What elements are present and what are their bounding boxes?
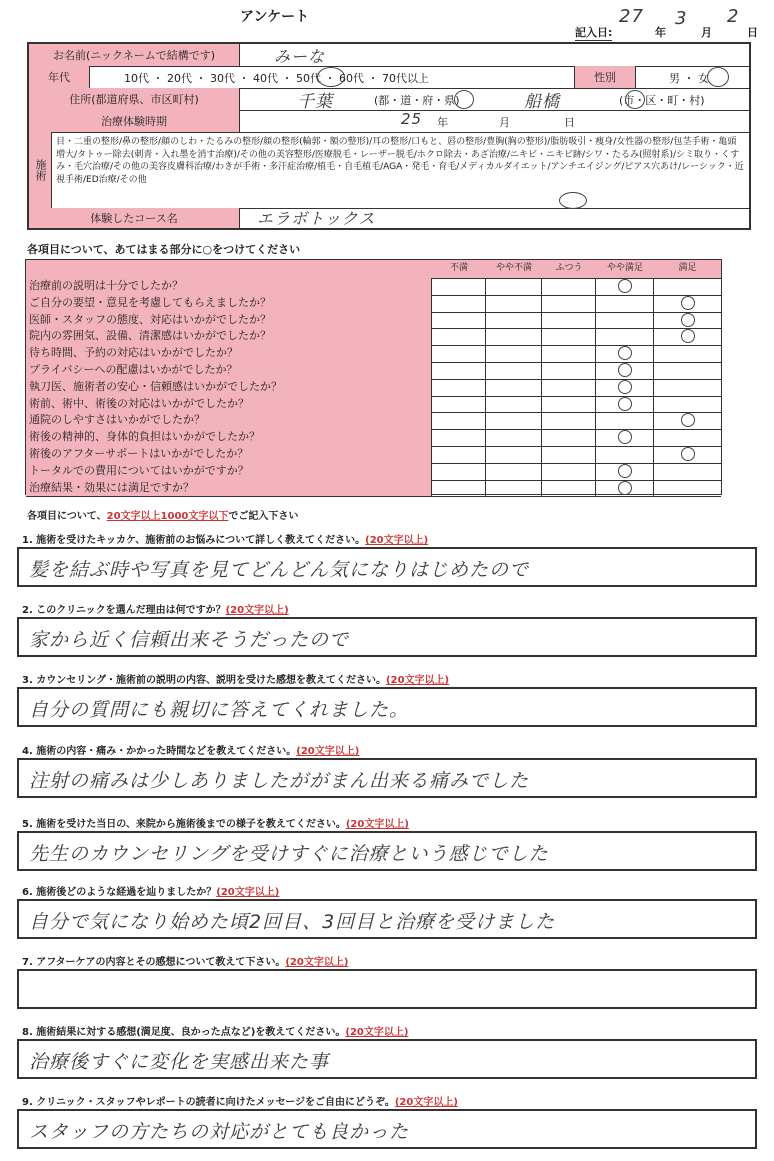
survey-cell[interactable] xyxy=(596,446,654,463)
name-row xyxy=(29,44,749,67)
answer-box[interactable] xyxy=(17,969,757,1009)
survey-question: 執刀医、施術者の安心・信頼感はいかがでしたか？ xyxy=(26,379,432,396)
course-label: 体験したコース名 xyxy=(29,208,240,228)
age-label: 年代 xyxy=(29,66,90,88)
survey-cell[interactable] xyxy=(432,278,486,295)
survey-cell[interactable] xyxy=(542,480,596,497)
survey-question: 医師・スタッフの態度、対応はいかがでしたか？ xyxy=(26,312,432,329)
city-options: (市・区・町・村) xyxy=(619,94,705,107)
question-label xyxy=(22,953,348,968)
question-label xyxy=(22,671,449,686)
survey-cell[interactable] xyxy=(654,312,721,329)
answer-text: 注射の痛みは少しありましたががまん出来る痛みでした xyxy=(29,770,530,792)
survey-cell[interactable] xyxy=(432,379,486,396)
survey-cell[interactable] xyxy=(432,412,486,429)
length-requirement: (20文字以上) xyxy=(345,819,409,830)
survey-cell[interactable] xyxy=(432,328,486,345)
answer-box[interactable] xyxy=(17,758,757,798)
question-label xyxy=(22,815,409,830)
instruction-limit: 20文字以上1000文字以下 xyxy=(106,511,229,522)
procedure-selected-circle xyxy=(559,192,587,209)
length-requirement: (20文字以上) xyxy=(216,887,280,898)
survey-cell[interactable] xyxy=(596,278,654,295)
survey-cell[interactable] xyxy=(596,429,654,446)
survey-cell[interactable] xyxy=(542,295,596,312)
answer-circle-mark xyxy=(681,313,695,327)
entry-date xyxy=(575,6,765,40)
prefecture-value[interactable]: 千葉 xyxy=(297,92,333,112)
course-row xyxy=(29,208,749,228)
survey-cell[interactable] xyxy=(432,463,486,480)
survey-cell[interactable] xyxy=(654,345,721,362)
survey-instruction: 各項目について、あてはまる部分に○をつけてください xyxy=(27,243,301,256)
survey-cell[interactable] xyxy=(596,379,654,396)
survey-cell[interactable] xyxy=(596,396,654,413)
question-text: 4. 施術の内容・痛み・かかった時間などを教えてください。 xyxy=(22,746,297,757)
question-text: 9. クリニック・スタッフやレポートの読者に向けたメッセージをご自由にどうぞ。 xyxy=(22,1097,395,1108)
period-month-unit: 月 xyxy=(499,116,510,129)
survey-cell[interactable] xyxy=(486,446,542,463)
length-requirement: (20文字以上) xyxy=(296,746,360,757)
survey-cell[interactable] xyxy=(542,345,596,362)
length-requirement: (20文字以上) xyxy=(386,675,450,686)
survey-cell[interactable] xyxy=(486,396,542,413)
answer-text: 先生のカウンセリングを受けすぐに治療という感じでした xyxy=(29,843,549,865)
survey-cell[interactable] xyxy=(486,463,542,480)
period-row xyxy=(29,110,749,133)
question-label xyxy=(22,883,279,898)
survey-cell[interactable] xyxy=(596,295,654,312)
survey-cell[interactable] xyxy=(654,278,721,295)
answer-box[interactable] xyxy=(17,687,757,727)
survey-row xyxy=(26,362,721,380)
length-requirement: (20文字以上) xyxy=(285,957,349,968)
survey-cell[interactable] xyxy=(542,328,596,345)
length-requirement: (20文字以上) xyxy=(394,1097,458,1108)
length-requirement: (20文字以上) xyxy=(225,605,289,616)
survey-cell[interactable] xyxy=(654,362,721,379)
question-text: 5. 施術を受けた当日の、来院から施術後までの様子を教えてください。 xyxy=(22,819,346,830)
survey-cell[interactable] xyxy=(596,412,654,429)
survey-cell[interactable] xyxy=(654,295,721,312)
procedure-label: 施術 xyxy=(29,132,52,208)
survey-cell[interactable] xyxy=(542,379,596,396)
survey-cell[interactable] xyxy=(432,446,486,463)
personal-info-table xyxy=(27,42,751,230)
survey-cell[interactable] xyxy=(432,429,486,446)
survey-cell[interactable] xyxy=(542,446,596,463)
survey-cell[interactable] xyxy=(654,396,721,413)
city-value[interactable]: 船橋 xyxy=(524,92,560,112)
question-label xyxy=(22,601,289,616)
column-header: 不満 xyxy=(449,263,468,273)
answer-text: 自分の質問にも親切に答えてくれました。 xyxy=(29,699,410,721)
survey-question: 治療結果・効果には満足ですか？ xyxy=(26,480,432,497)
address-row xyxy=(29,88,749,111)
survey-cell[interactable] xyxy=(596,328,654,345)
survey-cell[interactable] xyxy=(486,412,542,429)
answer-box[interactable] xyxy=(17,1109,757,1149)
survey-cell[interactable] xyxy=(654,429,721,446)
sex-label: 性別 xyxy=(574,66,636,88)
instruction-prefix: 各項目について、 xyxy=(27,511,107,522)
entry-year: 27 xyxy=(619,6,644,27)
survey-cell[interactable] xyxy=(542,362,596,379)
answer-circle-mark xyxy=(618,363,632,377)
survey-cell[interactable] xyxy=(486,379,542,396)
form-title: アンケート xyxy=(240,9,310,25)
entry-day: 2 xyxy=(727,6,740,27)
question-text: 7. アフターケアの内容とその感想について教えて下さい。 xyxy=(22,957,286,968)
survey-cell[interactable] xyxy=(486,362,542,379)
age-options[interactable]: 10代 ・ 20代 ・ 30代 ・ 40代 ・ 50代 ・ 60代 ・ 70代以上 xyxy=(124,72,429,85)
survey-row xyxy=(26,446,721,464)
question-text: 8. 施術結果に対する感想(満足度、良かった点など)を教えてください。 xyxy=(22,1027,346,1038)
survey-cell[interactable] xyxy=(432,312,486,329)
survey-question: プライバシーへの配慮はいかがでしたか？ xyxy=(26,362,432,379)
survey-cell[interactable] xyxy=(542,278,596,295)
survey-row xyxy=(26,278,721,296)
name-value[interactable]: みーな xyxy=(274,47,326,66)
survey-cell[interactable] xyxy=(432,345,486,362)
survey-row xyxy=(26,345,721,363)
answer-text: スタッフの方たちの対応がとても良かった xyxy=(29,1121,410,1143)
survey-question: 治療前の説明は十分でしたか？ xyxy=(26,278,432,295)
length-requirement: (20文字以上) xyxy=(365,535,429,546)
answer-circle-mark xyxy=(681,447,695,461)
age-selected-circle xyxy=(317,67,345,87)
survey-question: トータルでの費用についてはいかがですか？ xyxy=(26,463,432,480)
entry-month: 3 xyxy=(675,8,688,29)
survey-cell[interactable] xyxy=(654,328,721,345)
question-text: 6. 施術後どのような経過を辿りましたか？ xyxy=(22,887,217,898)
survey-cell[interactable] xyxy=(654,379,721,396)
length-requirement: (20文字以上) xyxy=(345,1027,409,1038)
period-day-unit: 日 xyxy=(564,116,575,129)
column-header: やや不満 xyxy=(495,263,532,273)
column-header: ふつう xyxy=(555,263,583,273)
course-value[interactable]: エラボトックス xyxy=(257,209,376,228)
survey-cell[interactable] xyxy=(486,312,542,329)
entry-day-unit: 日 xyxy=(747,26,758,39)
free-text-instruction xyxy=(27,507,298,522)
survey-cell[interactable] xyxy=(542,312,596,329)
survey-cell[interactable] xyxy=(596,312,654,329)
survey-cell[interactable] xyxy=(486,480,542,497)
survey-cell[interactable] xyxy=(432,362,486,379)
survey-cell[interactable] xyxy=(486,429,542,446)
question-text: 1. 施術を受けたキッカケ、施術前のお悩みについて詳しく教えてください。 xyxy=(22,535,366,546)
procedure-row xyxy=(29,132,749,209)
survey-cell[interactable] xyxy=(542,429,596,446)
survey-question: 待ち時間、予約の対応はいかがでしたか？ xyxy=(26,345,432,362)
entry-month-unit: 月 xyxy=(701,26,712,39)
survey-row xyxy=(26,312,721,330)
survey-cell[interactable] xyxy=(654,480,721,497)
answer-circle-mark xyxy=(681,296,695,310)
period-label: 治療体験時期 xyxy=(29,110,240,132)
question-label xyxy=(22,1093,458,1108)
survey-cell[interactable] xyxy=(432,295,486,312)
survey-cell[interactable] xyxy=(654,446,721,463)
answer-box[interactable] xyxy=(17,831,757,871)
age-row xyxy=(29,66,749,89)
answer-circle-mark xyxy=(618,380,632,394)
answer-circle-mark xyxy=(618,397,632,411)
answer-circle-mark xyxy=(618,481,632,495)
answer-text: 治療後すぐに変化を実感出来た事 xyxy=(29,1051,330,1073)
answer-circle-mark xyxy=(618,464,632,478)
satisfaction-table xyxy=(25,259,722,495)
sex-selected-circle xyxy=(707,67,729,87)
survey-cell[interactable] xyxy=(486,295,542,312)
survey-question: ご自分の要望・意見を考慮してもらえましたか？ xyxy=(26,295,432,312)
column-header: 満足 xyxy=(678,263,697,273)
name-label: お名前(ニックネームで結構です) xyxy=(29,44,240,66)
entry-year-unit: 年 xyxy=(655,26,666,39)
answer-text: 自分で気になり始めた頃2回目、3回目と治療を受けました xyxy=(29,911,556,933)
survey-cell[interactable] xyxy=(486,328,542,345)
survey-cell[interactable] xyxy=(542,396,596,413)
survey-cell[interactable] xyxy=(432,480,486,497)
question-text: 2. このクリニックを選んだ理由は何ですか？ xyxy=(22,605,226,616)
answer-text: 家から近く信頼出来そうだったので xyxy=(29,629,350,651)
survey-cell[interactable] xyxy=(542,463,596,480)
survey-row xyxy=(26,295,721,313)
survey-cell[interactable] xyxy=(542,412,596,429)
survey-cell[interactable] xyxy=(486,345,542,362)
entry-date-label: 記入日: xyxy=(575,26,613,39)
survey-question: 術後のアフターサポートはいかがでしたか？ xyxy=(26,446,432,463)
answer-box[interactable] xyxy=(17,547,757,587)
instruction-suffix: でご記入下さい xyxy=(228,511,299,522)
survey-cell[interactable] xyxy=(596,480,654,497)
survey-row xyxy=(26,379,721,397)
answer-circle-mark xyxy=(618,279,632,293)
question-text: 3. カウンセリング・施術前の説明の内容、説明を受けた感想を教えてください。 xyxy=(22,675,387,686)
answer-circle-mark xyxy=(681,329,695,343)
survey-cell[interactable] xyxy=(486,278,542,295)
answer-box[interactable] xyxy=(17,1039,757,1079)
answer-box[interactable] xyxy=(17,899,757,939)
address-label: 住所(都道府県、市区町村) xyxy=(29,88,240,110)
answer-circle-mark xyxy=(618,346,632,360)
column-header: やや満足 xyxy=(606,263,643,273)
question-label xyxy=(22,1023,408,1038)
survey-question: 術後の精神的、身体的負担はいかがでしたか？ xyxy=(26,429,432,446)
answer-box[interactable] xyxy=(17,617,757,657)
question-label xyxy=(22,742,359,757)
period-year-unit: 年 xyxy=(437,116,448,129)
survey-question: 院内の雰囲気、設備、清潔感はいかがでしたか？ xyxy=(26,328,432,345)
survey-cell[interactable] xyxy=(432,396,486,413)
prefecture-circle xyxy=(454,90,474,109)
survey-row xyxy=(26,480,721,498)
answer-text: 髪を結ぶ時や写真を見てどんどん気になりはじめたので xyxy=(29,559,530,581)
survey-row xyxy=(26,328,721,346)
prefecture-options: (都・道・府・県) xyxy=(374,94,460,107)
city-circle xyxy=(625,90,645,109)
survey-row xyxy=(26,429,721,447)
survey-question: 通院のしやすさはいかがでしたか？ xyxy=(26,412,432,429)
survey-cell[interactable] xyxy=(654,463,721,480)
survey-question: 術前、術中、術後の対応はいかがでしたか？ xyxy=(26,396,432,413)
period-year[interactable]: 25 xyxy=(401,110,423,128)
survey-header-row xyxy=(26,260,721,279)
survey-row xyxy=(26,463,721,481)
survey-cell[interactable] xyxy=(596,362,654,379)
survey-cell[interactable] xyxy=(596,463,654,480)
question-label xyxy=(22,531,428,546)
answer-circle-mark xyxy=(618,430,632,444)
survey-cell[interactable] xyxy=(654,412,721,429)
sex-options[interactable]: 男 ・ 女 xyxy=(669,72,709,85)
survey-row xyxy=(26,396,721,414)
survey-row xyxy=(26,412,721,430)
answer-circle-mark xyxy=(681,413,695,427)
survey-cell[interactable] xyxy=(596,345,654,362)
procedure-options[interactable]: 目・二重の整形/鼻の整形/顔のしわ・たるみの整形/顔の整形(輪郭・額の整形)/耳の整形/口もと、唇の整形/豊胸(胸の整形)/脂肪吸引・痩身/女性器の整形/包茎手術・亀頭増大/タトゥー除去(刺青・入れ墨を消す治療)/その他の美容整形/医療脱毛・レーザー脱毛/ホクロ除去・あざ治療/ニキビ・ニキビ跡/シワ・たるみ(照射系)/シミ取り・くすみ・毛穴治療/その他の美容皮膚科治療/わきが手術・多汗症治療/植毛・自毛植毛/AGA・発毛・育毛/メディカルダイエット/アンチエイジング/ピアス穴あけ/レーシック・近視手術/ED治療/その他 xyxy=(56,137,744,185)
